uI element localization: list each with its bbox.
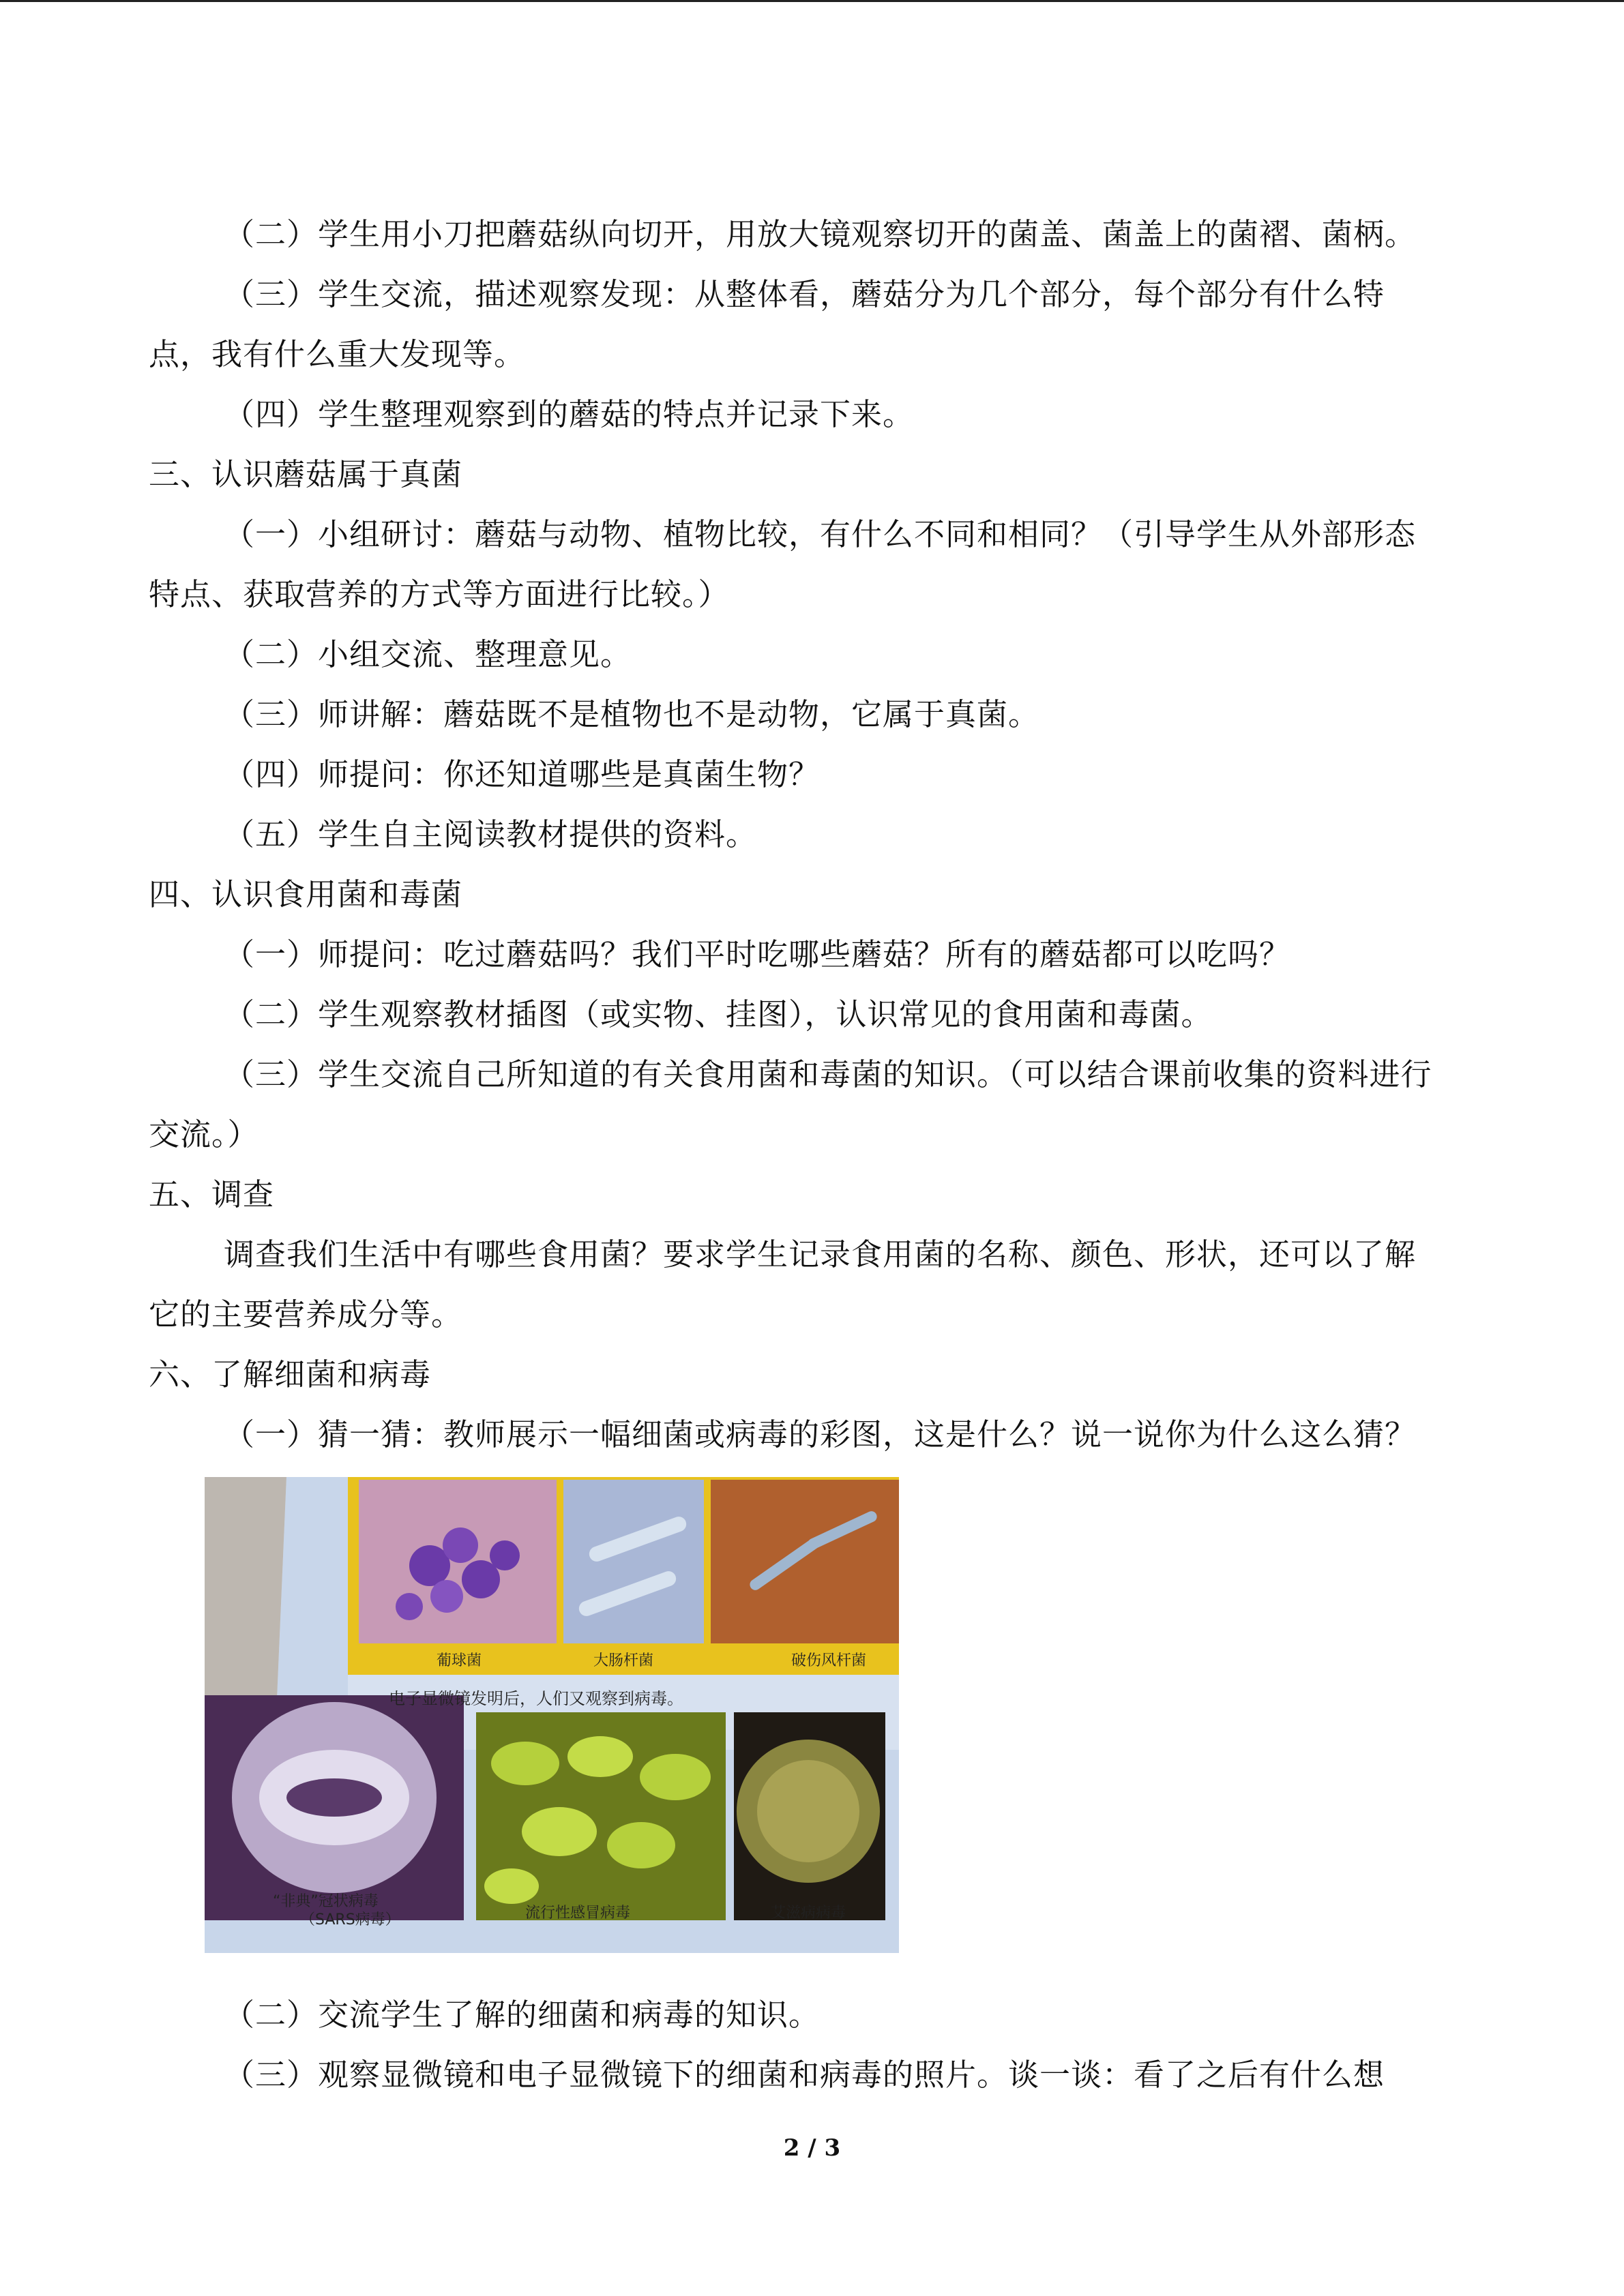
text-line: 它的主要营养成分等。: [149, 1296, 463, 1332]
text-line: （一）猜一猜：教师展示一幅细菌或病毒的彩图，这是什么？说一说你为什么这么猜？: [224, 1416, 1417, 1452]
text-line: （二）交流学生了解的细菌和病毒的知识。: [224, 1997, 821, 2033]
microbe-photo-illustration: [205, 1477, 899, 1953]
text-line: 特点、获取营养的方式等方面进行比较。）: [149, 576, 730, 612]
text-line: 点，我有什么重大发现等。: [149, 336, 526, 372]
text-line: 交流。）: [149, 1116, 259, 1152]
section-heading: 三、认识蘑菇属于真菌: [149, 456, 463, 492]
page-number: 2 / 3: [783, 2134, 841, 2162]
text-line: 调查我们生活中有哪些食用菌？要求学生记录食用菌的名称、颜色、形状，还可以了解: [224, 1236, 1417, 1272]
text-line: （二）学生用小刀把蘑菇纵向切开，用放大镜观察切开的菌盖、菌盖上的菌褶、菌柄。: [224, 216, 1417, 252]
figure-caption: 艾滋病病毒: [771, 1905, 846, 1922]
text-line: （四）师提问：你还知道哪些是真菌生物？: [224, 756, 821, 792]
text-line: （三）观察显微镜和电子显微镜下的细菌和病毒的照片。谈一谈：看了之后有什么想: [224, 2057, 1385, 2093]
text-line: （一）师提问：吃过蘑菇吗？我们平时吃哪些蘑菇？所有的蘑菇都可以吃吗？: [224, 936, 1291, 972]
figure-caption: 流行性感冒病毒: [525, 1905, 631, 1922]
top-border: [0, 0, 1624, 2]
figure-caption: 电子显微镜发明后，人们又观察到病毒。: [389, 1689, 683, 1708]
section-heading: 四、认识食用菌和毒菌: [149, 876, 463, 912]
figure-caption: （SARS病毒）: [300, 1911, 400, 1928]
text-line: （四）学生整理观察到的蘑菇的特点并记录下来。: [224, 396, 915, 432]
figure-caption: “非典”冠状病毒: [273, 1893, 379, 1910]
text-line: （五）学生自主阅读教材提供的资料。: [224, 816, 758, 852]
text-line: （三）学生交流，描述观察发现：从整体看，蘑菇分为几个部分，每个部分有什么特: [224, 276, 1385, 312]
section-heading: 五、调查: [149, 1176, 275, 1212]
text-line: （三）师讲解：蘑菇既不是植物也不是动物，它属于真菌。: [224, 696, 1040, 732]
text-line: （一）小组研讨：蘑菇与动物、植物比较，有什么不同和相同？（引导学生从外部形态: [224, 516, 1417, 552]
figure-caption: 大肠杆菌: [593, 1652, 654, 1669]
figure-caption: 破伤风杆菌: [791, 1652, 867, 1669]
text-line: （三）学生交流自己所知道的有关食用菌和毒菌的知识。（可以结合课前收集的资料进行: [224, 1056, 1432, 1092]
text-line: （二）学生观察教材插图（或实物、挂图），认识常见的食用菌和毒菌。: [224, 996, 1213, 1032]
figure-caption: 葡球菌: [437, 1652, 482, 1669]
textbook-photo: [205, 1477, 899, 1953]
text-line: （二）小组交流、整理意见。: [224, 636, 632, 672]
section-heading: 六、了解细菌和病毒: [149, 1356, 432, 1392]
